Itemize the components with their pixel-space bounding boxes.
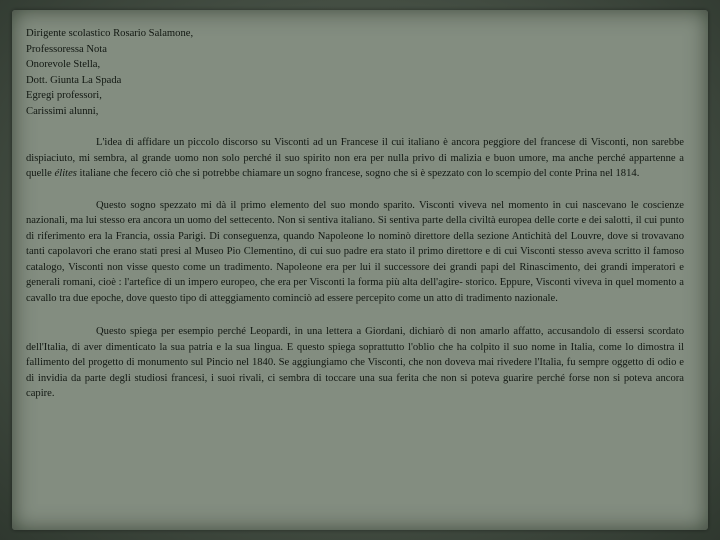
- salutation-line: Dirigente scolastico Rosario Salamone,: [26, 28, 194, 39]
- salutation-line: Onorevole Stella,: [26, 59, 101, 70]
- speech-text: [26, 26, 684, 402]
- salutation-line: Dott. Giunta La Spada: [26, 74, 122, 86]
- paragraph-2: Questo sogno spezzato mi dà il primo elemento del suo mondo sparito. Visconti viveva nel momento in cui nascevano le coscienze nazionali, ma lui stesso era ancora un uomo del settecento. Non si sentiva italiano. Si sentiva parte della civiltà europea delle corte e dei salotti, il cui punto di riferimento era la Francia, ossia Parigi. Di conseguenza, quando Napoleone lo nominò direttore della sezione Antichità del Louvre, dove si trovavano tanti capolavori che erano stati presi al Museo Pio Clementino, di cui suo padre era stato il primo direttore e di cui Visconti stesso aveva scritto il famoso catalogo, Visconti non visse questo come un tradimento. Napoleone era per lui il successore dei grandi papi del Rinascimento, dei grandi imperatori e generali romani, cioè : l'artefice di un impero europeo, che era per Visconti la forma più alta dell'agire- storico. Eppure, Visconti viveva in quel momento a cavallo tra due epoche, dove questo tipo di atteggiamento cominciò ad essere percepito come un atto di tradimento nazionale.: [26, 199, 684, 304]
- salutation-line: Professoressa Nota: [26, 43, 107, 55]
- paragraph-1: [26, 135, 684, 182]
- paragraph-1-text-b: italiane che fecero ciò che si potrebbe chiamare un sogno francese, sogno che si è spezzato con lo scempio del conte Prina nel 1814.: [76, 168, 640, 179]
- salutation-line: Carissimi alunni,: [26, 105, 99, 117]
- paragraph-spacer: [26, 182, 684, 198]
- paragraph-1-italic-word: élites: [54, 168, 77, 179]
- paragraph-3: Questo spiega per esempio perché Leopardi, in una lettera a Giordani, dichiarò di non amarlo affatto, accusandolo di essersi scordato dell'Italia, di aver dimenticato la sua patria e la sua lingua. E questo spiega soprattutto l'oblio che ha colpito il suo nome in Italia, come lo dimostra il fallimento del progetto di monumento sul Pincio nel 1840. Se aggiungiamo che Visconti, che non doveva mai rivedere l'Italia, fu sempre oggetto di odio e di invidia da parte degli studiosi francesi, i suoi rivali, ci sembra di toccare una sua ferita che non si poteva guarire perché forse non si poteva ancora capire.: [26, 326, 684, 399]
- salutation-line: Egregi professori,: [26, 90, 102, 101]
- paragraph-1-text-a: L'idea di affidare un piccolo discorso su Visconti ad un Francese il cui italiano è ancora peggiore del francese di Visconti, non sarebbe dispiaciuto, mi sembra, al grande uomo non solo perché il suo spirito non era per nulla privo di malizia e buon umore, ma anche perché appartenne a quelle: [26, 137, 684, 179]
- paragraph-spacer: [26, 306, 684, 324]
